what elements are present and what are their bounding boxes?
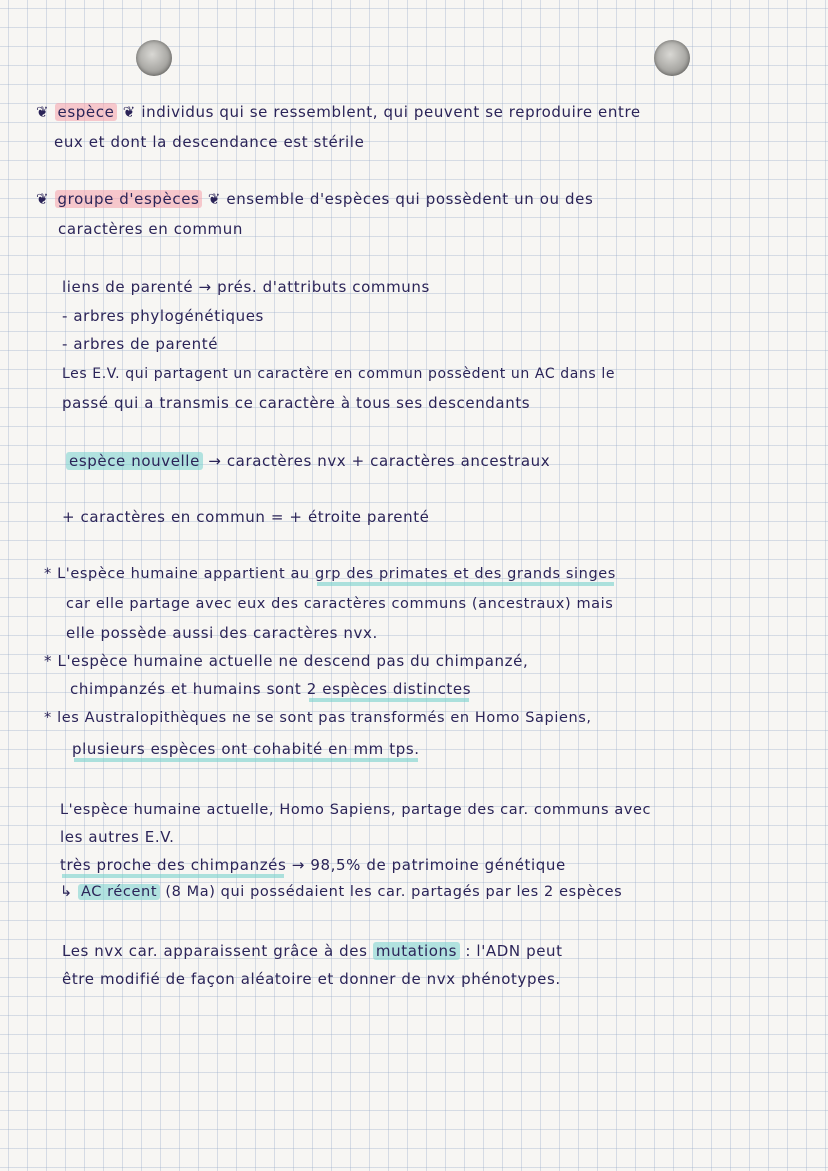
note-line: liens de parenté → prés. d'attributs communs bbox=[62, 278, 430, 296]
note-line: passé qui a transmis ce caractère à tous ses descendants bbox=[62, 394, 531, 412]
bullet-continuation bbox=[70, 680, 471, 698]
arrow-icon: ↳ bbox=[60, 884, 78, 900]
bullet-text: les Australopithèques ne se sont pas transformés en Homo Sapiens, bbox=[57, 710, 592, 726]
punch-hole-icon bbox=[654, 40, 690, 76]
asterisk-icon: * bbox=[44, 710, 52, 726]
note-line: - arbres de parenté bbox=[62, 335, 219, 353]
term-mutations: mutations bbox=[373, 942, 460, 960]
bullet-continuation bbox=[72, 740, 420, 758]
note-text: (8 Ma) qui possédaient les car. partagés par les 2 espèces bbox=[160, 884, 623, 900]
highlighted-text: très proche des chimpanzés bbox=[60, 856, 287, 874]
note-line: Les E.V. qui partagent un caractère en commun possèdent un AC dans le bbox=[62, 366, 616, 382]
flourish-icon: ❦ bbox=[36, 103, 50, 121]
term-espece-nouvelle: espèce nouvelle bbox=[66, 452, 203, 470]
note-text: Les nvx car. apparaissent grâce à des bbox=[62, 942, 373, 960]
note-line: les autres E.V. bbox=[60, 828, 175, 846]
bullet-text: L'espèce humaine actuelle ne descend pas du chimpanzé, bbox=[57, 652, 529, 670]
asterisk-icon: * bbox=[44, 566, 52, 582]
bullet-item bbox=[44, 710, 592, 726]
note-line: - arbres phylogénétiques bbox=[62, 307, 264, 325]
term-espece: espèce bbox=[55, 103, 118, 121]
term-groupe-especes: groupe d'espèces bbox=[55, 190, 203, 208]
espece-nouvelle-text: → caractères nvx + caractères ancestraux bbox=[208, 452, 551, 470]
note-line bbox=[62, 942, 563, 960]
term-ac-recent: AC récent bbox=[78, 884, 160, 900]
definition-text: individus qui se ressemblent, qui peuvent se reproduire entre bbox=[141, 103, 641, 121]
definition-groupe-especes bbox=[36, 190, 593, 208]
punch-hole-icon bbox=[136, 40, 172, 76]
highlighted-text: grp des primates et des grands singes bbox=[314, 566, 616, 582]
flourish-icon: ❦ bbox=[122, 103, 136, 121]
bullet-continuation: elle possède aussi des caractères nvx. bbox=[66, 624, 378, 642]
note-line: + caractères en commun = + étroite parenté bbox=[62, 508, 430, 526]
note-line: être modifié de façon aléatoire et donner de nvx phénotypes. bbox=[62, 970, 561, 988]
definition-continuation: eux et dont la descendance est stérile bbox=[54, 133, 365, 151]
highlighted-text: plusieurs espèces ont cohabité en mm tps. bbox=[72, 740, 420, 758]
highlighted-text: 2 espèces distinctes bbox=[306, 680, 472, 698]
note-line: L'espèce humaine actuelle, Homo Sapiens, partage des car. communs avec bbox=[60, 802, 652, 818]
bullet-item bbox=[44, 652, 528, 670]
espece-nouvelle-line bbox=[66, 452, 550, 470]
bullet-continuation: car elle partage avec eux des caractères communs (ancestraux) mais bbox=[66, 596, 614, 612]
asterisk-icon: * bbox=[44, 652, 53, 670]
flourish-icon: ❦ bbox=[207, 190, 221, 208]
note-line bbox=[60, 856, 566, 874]
bullet-text: chimpanzés et humains sont bbox=[70, 680, 307, 698]
definition-text: ensemble d'espèces qui possèdent un ou des bbox=[226, 190, 594, 208]
definition-espece bbox=[36, 103, 641, 121]
note-text: → 98,5% de patrimoine génétique bbox=[286, 856, 566, 874]
bullet-text: L'espèce humaine appartient au bbox=[57, 566, 315, 582]
note-text: : l'ADN peut bbox=[460, 942, 563, 960]
bullet-item bbox=[44, 566, 616, 582]
note-line bbox=[60, 884, 622, 900]
flourish-icon: ❦ bbox=[36, 190, 50, 208]
definition-continuation: caractères en commun bbox=[58, 220, 243, 238]
